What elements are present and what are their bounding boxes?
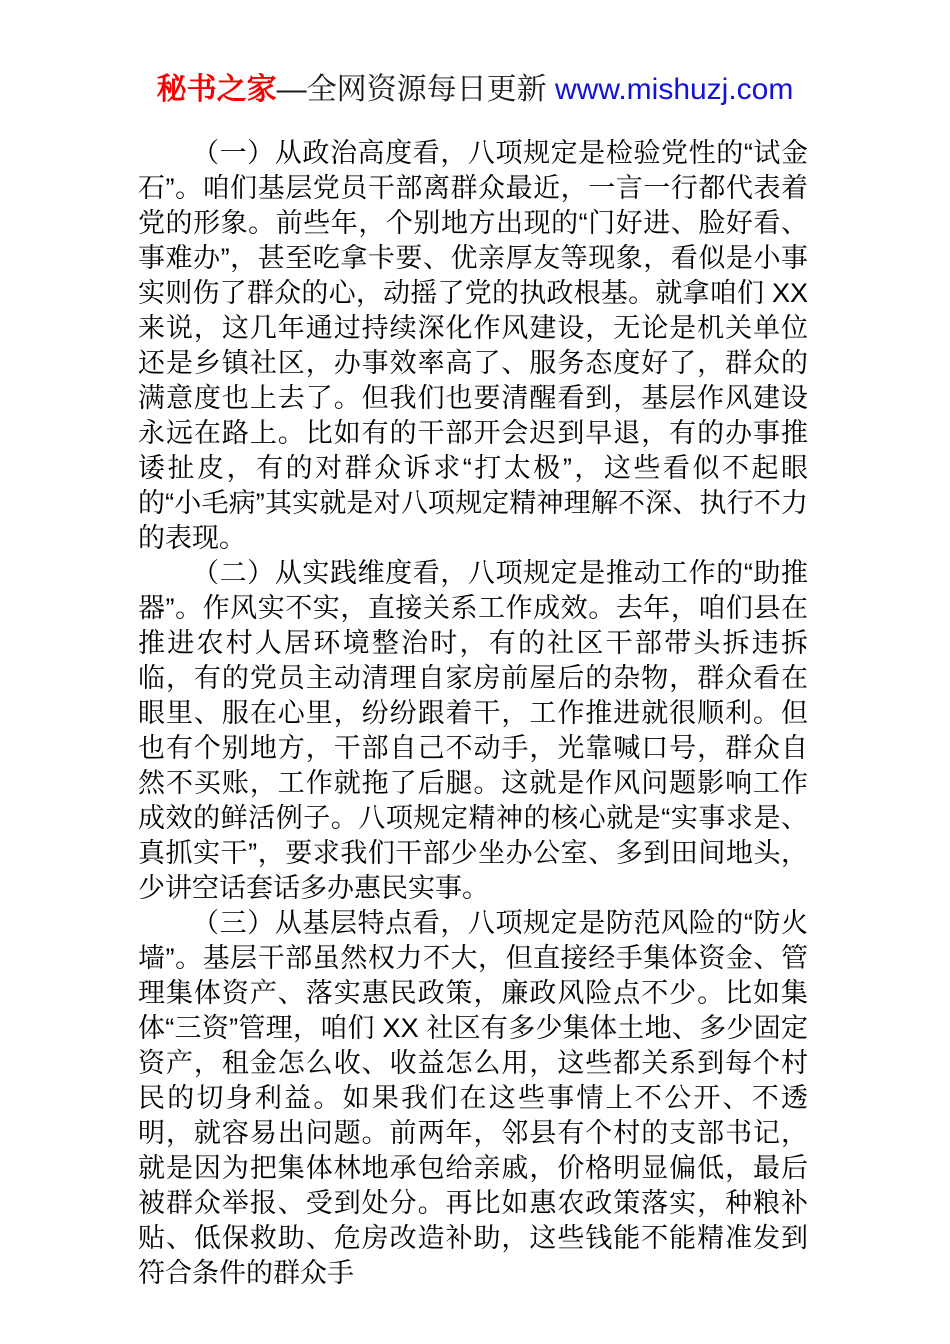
site-tagline: —全网资源每日更新 [276,73,547,106]
paragraph-2: （二）从实践维度看，八项规定是推动工作的“助推器”。作风实不实，直接关系工作成效。去年，咱们县在推进农村人居环境整治时，有的社区干部带头拆违拆临，有的党员主动清理自家房前屋后的杂物，群众看在眼里、服在心里，纷纷跟着干，工作推进就很顺利。但也有个别地方，干部自己不动手，光靠喊口号，群众自然不买账，工作就拖了后腿。这就是作风问题影响工作成效的鲜活例子。八项规定精神的核心就是“实事求是、真抓实干”，要求我们干部少坐办公室、多到田间地头，少讲空话套话多办惠民实事。 [138,558,808,903]
paragraph-1: （一）从政治高度看，八项规定是检验党性的“试金石”。咱们基层党员干部离群众最近，一言一行都代表着党的形象。前些年，个别地方出现的“门好进、脸好看、事难办”，甚至吃拿卡要、优亲厚友等现象，看似是小事实则伤了群众的心，动摇了党的执政根基。就拿咱们 XX 来说，这几年通过持续深化作风建设，无论是机关单位还是乡镇社区，办事效率高了、服务态度好了，群众的满意度也上去了。但我们也要清醒看到，基层作风建设永远在路上。比如有的干部开会迟到早退，有的办事推诿扯皮，有的对群众诉求“打太极”，这些看似不起眼的“小毛病”其实就是对八项规定精神理解不深、执行不力的表现。 [138,138,808,553]
paragraph-3: （三）从基层特点看，八项规定是防范风险的“防火墙”。基层干部虽然权力不大，但直接经手集体资金、管理集体资产、落实惠民政策，廉政风险点不少。比如集体“三资”管理，咱们 XX 社区有多少集体土地、多少固定资产，租金怎么收、收益怎么用，这些都关系到每个村民的切身利益。如果我们在这些事情上不公开、不透明，就容易出问题。前两年，邻县有个村的支部书记，就是因为把集体林地承包给亲戚，价格明显偏低，最后被群众举报、受到处分。再比如惠农政策落实，种粮补贴、低保救助、危房改造补助，这些钱能不能精准发到符合条件的群众手 [138,908,808,1288]
site-url-link[interactable]: www.mishuzj.com [554,73,794,106]
page-header [0,0,950,110]
document-body [138,136,808,1291]
site-brand: 秘书之家 [156,73,277,106]
